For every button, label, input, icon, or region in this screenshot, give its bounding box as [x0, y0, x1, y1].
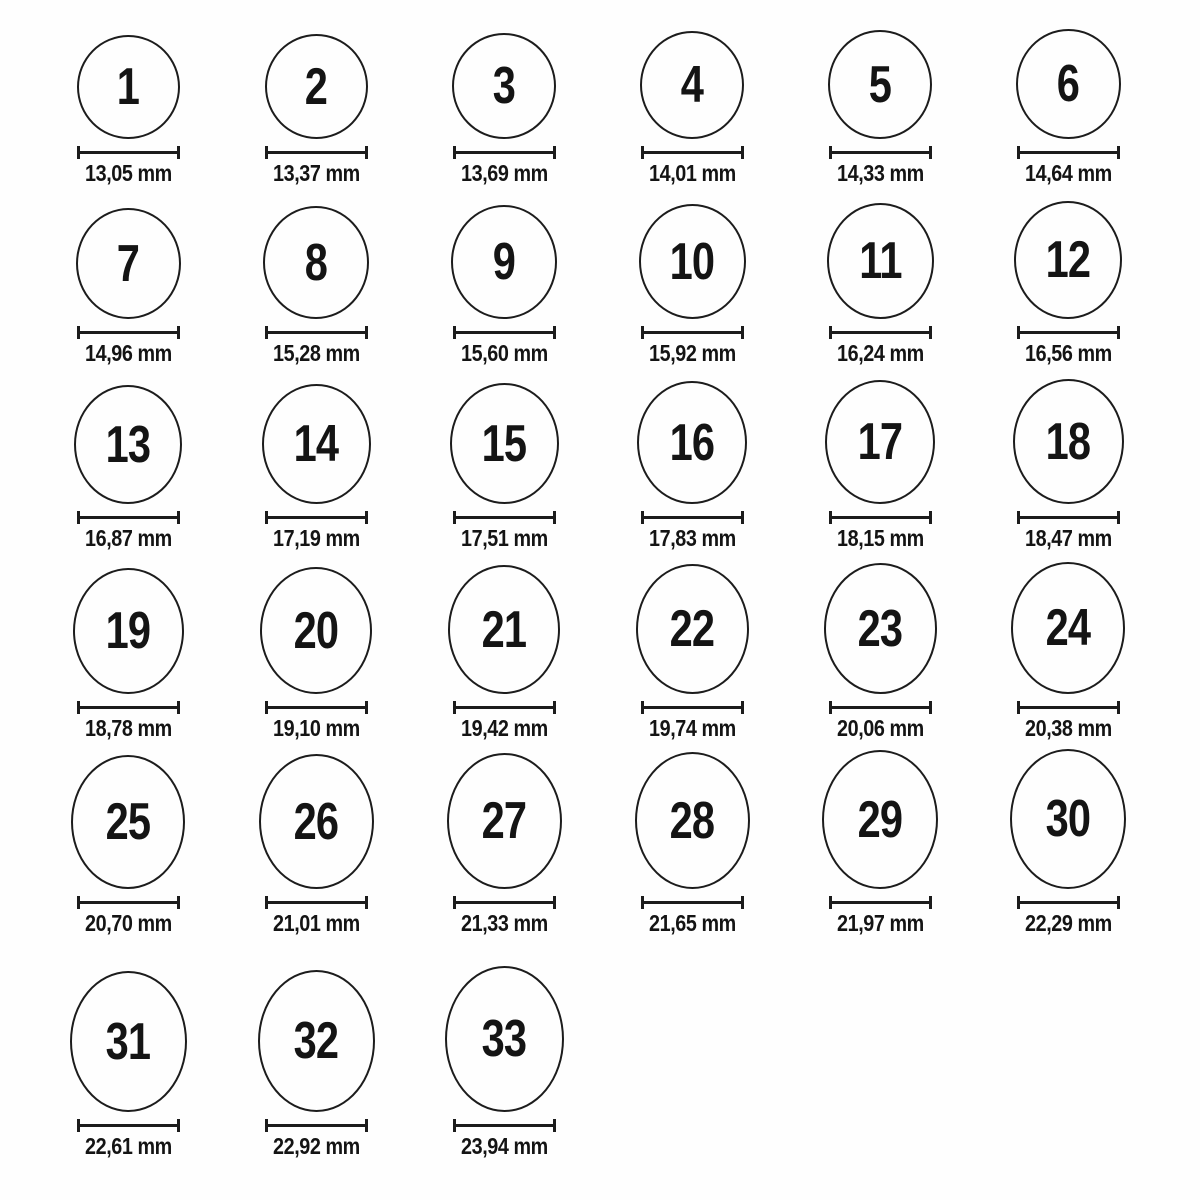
- ring-circle: [1010, 749, 1126, 889]
- diameter-ruler-icon: [77, 701, 180, 714]
- ring-size-number: 7: [116, 234, 140, 293]
- diameter-ruler-icon: [641, 896, 744, 909]
- diameter-label: 14,33 mm: [836, 160, 924, 186]
- size-row: [34, 367, 1200, 552]
- ring-size-cell: [598, 381, 786, 552]
- ring-size-cell: [34, 971, 222, 1160]
- diameter-label: 16,24 mm: [836, 340, 924, 366]
- ring-circle: [265, 34, 368, 139]
- ring-size-cell: [598, 752, 786, 937]
- diameter-ruler-icon: [265, 326, 368, 339]
- ring-size-number: 30: [1045, 790, 1091, 848]
- diameter-label: 19,10 mm: [272, 715, 360, 741]
- diameter-label: 13,37 mm: [272, 160, 360, 186]
- diameter-label: 21,97 mm: [836, 910, 924, 936]
- ring-size-cell: [786, 750, 974, 937]
- diameter-label: 14,96 mm: [84, 340, 172, 366]
- diameter-ruler-icon: [829, 701, 932, 714]
- diameter-label: 20,38 mm: [1024, 715, 1112, 741]
- ring-size-number: 1: [116, 58, 140, 116]
- ring-circle: [258, 970, 375, 1112]
- ring-size-number: 6: [1056, 55, 1080, 113]
- ring-size-cell: [222, 206, 410, 367]
- ring-size-cell: [786, 563, 974, 742]
- diameter-label: 20,70 mm: [84, 910, 172, 936]
- ring-size-number: 20: [293, 601, 339, 660]
- ring-size-cell: [974, 201, 1162, 367]
- ring-size-number: 14: [293, 415, 339, 473]
- ring-circle: [70, 971, 187, 1112]
- ring-size-number: 29: [857, 790, 903, 849]
- ring-circle: [1014, 201, 1122, 319]
- ring-size-number: 2: [304, 57, 328, 116]
- diameter-label: 17,83 mm: [648, 525, 736, 551]
- ring-circle: [828, 30, 932, 139]
- diameter-ruler-icon: [453, 1119, 556, 1132]
- ring-size-cell: [974, 379, 1162, 552]
- ring-size-cell: [410, 565, 598, 742]
- diameter-label: 15,28 mm: [272, 340, 360, 366]
- ring-size-cell: [34, 385, 222, 552]
- ring-size-cell: [34, 35, 222, 187]
- ring-size-number: 24: [1045, 599, 1091, 657]
- diameter-ruler-icon: [265, 701, 368, 714]
- diameter-label: 17,51 mm: [460, 525, 548, 551]
- ring-circle: [73, 568, 184, 694]
- ring-size-cell: [34, 208, 222, 367]
- ring-size-cell: [410, 33, 598, 187]
- ring-size-number: 21: [481, 600, 527, 659]
- diameter-ruler-icon: [265, 511, 368, 524]
- diameter-ruler-icon: [453, 326, 556, 339]
- diameter-ruler-icon: [77, 1119, 180, 1132]
- diameter-ruler-icon: [829, 146, 932, 159]
- ring-circle: [445, 966, 564, 1112]
- ring-size-cell: [222, 384, 410, 552]
- ring-size-cell: [974, 749, 1162, 937]
- ring-size-cell: [410, 753, 598, 937]
- ring-circle: [824, 563, 937, 694]
- ring-size-number: 8: [304, 233, 328, 292]
- ring-size-cell: [34, 755, 222, 937]
- diameter-ruler-icon: [1017, 511, 1120, 524]
- ring-size-number: 27: [481, 792, 527, 850]
- diameter-label: 16,87 mm: [84, 525, 172, 551]
- ring-circle: [637, 381, 747, 504]
- diameter-ruler-icon: [453, 511, 556, 524]
- ring-size-number: 25: [105, 793, 151, 851]
- ring-circle: [451, 205, 557, 319]
- diameter-label: 17,19 mm: [272, 525, 360, 551]
- ring-size-number: 19: [105, 602, 151, 660]
- ring-circle: [76, 208, 181, 319]
- diameter-label: 22,92 mm: [272, 1133, 360, 1159]
- size-row: [34, 187, 1200, 367]
- diameter-ruler-icon: [1017, 146, 1120, 159]
- diameter-label: 20,06 mm: [836, 715, 924, 741]
- diameter-label: 13,69 mm: [460, 160, 548, 186]
- diameter-ruler-icon: [829, 896, 932, 909]
- ring-size-number: 31: [105, 1012, 151, 1071]
- diameter-label: 23,94 mm: [460, 1133, 548, 1159]
- diameter-label: 13,05 mm: [84, 160, 172, 186]
- ring-size-number: 15: [481, 414, 527, 473]
- ring-size-number: 22: [669, 600, 715, 658]
- ring-circle: [262, 384, 371, 504]
- diameter-label: 21,01 mm: [272, 910, 360, 936]
- ring-size-cell: [598, 564, 786, 742]
- ring-size-cell: [786, 203, 974, 367]
- diameter-ruler-icon: [77, 511, 180, 524]
- ring-circle: [260, 567, 372, 694]
- ring-size-number: 18: [1045, 412, 1091, 471]
- ring-size-number: 17: [857, 413, 903, 471]
- ring-circle: [448, 565, 560, 694]
- ring-size-number: 32: [293, 1012, 339, 1070]
- diameter-label: 15,92 mm: [648, 340, 736, 366]
- ring-size-number: 11: [858, 232, 902, 290]
- ring-circle: [450, 383, 559, 504]
- diameter-label: 21,33 mm: [460, 910, 548, 936]
- ring-size-number: 4: [680, 56, 704, 114]
- diameter-ruler-icon: [829, 511, 932, 524]
- ring-size-number: 10: [669, 232, 715, 291]
- ring-size-cell: [786, 30, 974, 187]
- ring-circle: [77, 35, 180, 139]
- diameter-ruler-icon: [641, 701, 744, 714]
- diameter-ruler-icon: [77, 146, 180, 159]
- ring-size-cell: [222, 970, 410, 1160]
- ring-size-number: 3: [492, 57, 516, 115]
- ring-size-cell: [222, 34, 410, 187]
- diameter-label: 19,74 mm: [648, 715, 736, 741]
- ring-size-number: 28: [669, 791, 715, 850]
- diameter-ruler-icon: [641, 511, 744, 524]
- ring-circle: [1016, 29, 1121, 139]
- diameter-label: 18,15 mm: [836, 525, 924, 551]
- ring-size-cell: [598, 31, 786, 187]
- diameter-label: 22,29 mm: [1024, 910, 1112, 936]
- size-row: [34, 552, 1200, 742]
- ring-size-number: 12: [1045, 231, 1091, 289]
- ring-size-number: 5: [868, 55, 892, 114]
- diameter-ruler-icon: [1017, 896, 1120, 909]
- ring-size-number: 16: [669, 413, 715, 472]
- diameter-ruler-icon: [1017, 326, 1120, 339]
- diameter-label: 18,47 mm: [1024, 525, 1112, 551]
- diameter-ruler-icon: [641, 146, 744, 159]
- ring-circle: [74, 385, 182, 504]
- ring-circle: [452, 33, 556, 139]
- ring-circle: [822, 750, 938, 889]
- diameter-ruler-icon: [829, 326, 932, 339]
- ring-circle: [259, 754, 374, 889]
- ring-size-cell: [410, 966, 598, 1160]
- ring-circle: [1011, 562, 1125, 694]
- ring-size-cell: [410, 383, 598, 552]
- size-row: [34, 937, 1200, 1160]
- ring-size-cell: [974, 562, 1162, 742]
- ring-size-cell: [34, 568, 222, 742]
- diameter-ruler-icon: [453, 701, 556, 714]
- ring-size-cell: [222, 567, 410, 742]
- ring-size-number: 33: [481, 1010, 527, 1068]
- size-row: [34, 742, 1200, 937]
- ring-circle: [447, 753, 562, 889]
- diameter-label: 15,60 mm: [460, 340, 548, 366]
- ring-size-cell: [598, 204, 786, 367]
- ring-size-cell: [222, 754, 410, 937]
- diameter-ruler-icon: [1017, 701, 1120, 714]
- ring-circle: [71, 755, 185, 889]
- diameter-label: 19,42 mm: [460, 715, 548, 741]
- diameter-ruler-icon: [77, 896, 180, 909]
- ring-size-number: 23: [857, 599, 903, 658]
- diameter-label: 14,64 mm: [1024, 160, 1112, 186]
- ring-circle: [1013, 379, 1124, 504]
- ring-circle: [825, 380, 935, 504]
- diameter-ruler-icon: [265, 1119, 368, 1132]
- ring-size-number: 9: [492, 233, 516, 291]
- diameter-label: 18,78 mm: [84, 715, 172, 741]
- ring-size-cell: [410, 205, 598, 367]
- diameter-ruler-icon: [77, 326, 180, 339]
- ring-circle: [636, 564, 749, 694]
- size-row: [34, 0, 1200, 187]
- diameter-ruler-icon: [265, 146, 368, 159]
- ring-circle: [263, 206, 369, 319]
- ring-circle: [640, 31, 744, 139]
- ring-circle: [635, 752, 750, 889]
- diameter-label: 16,56 mm: [1024, 340, 1112, 366]
- diameter-label: 21,65 mm: [648, 910, 736, 936]
- diameter-ruler-icon: [641, 326, 744, 339]
- diameter-label: 14,01 mm: [648, 160, 736, 186]
- diameter-label: 22,61 mm: [84, 1133, 172, 1159]
- ring-size-number: 26: [293, 792, 339, 851]
- ring-circle: [827, 203, 934, 319]
- diameter-ruler-icon: [265, 896, 368, 909]
- diameter-ruler-icon: [453, 146, 556, 159]
- ring-size-cell: [974, 29, 1162, 187]
- ring-circle: [639, 204, 746, 319]
- ring-size-number: 13: [105, 415, 151, 474]
- diameter-ruler-icon: [453, 896, 556, 909]
- ring-size-cell: [786, 380, 974, 552]
